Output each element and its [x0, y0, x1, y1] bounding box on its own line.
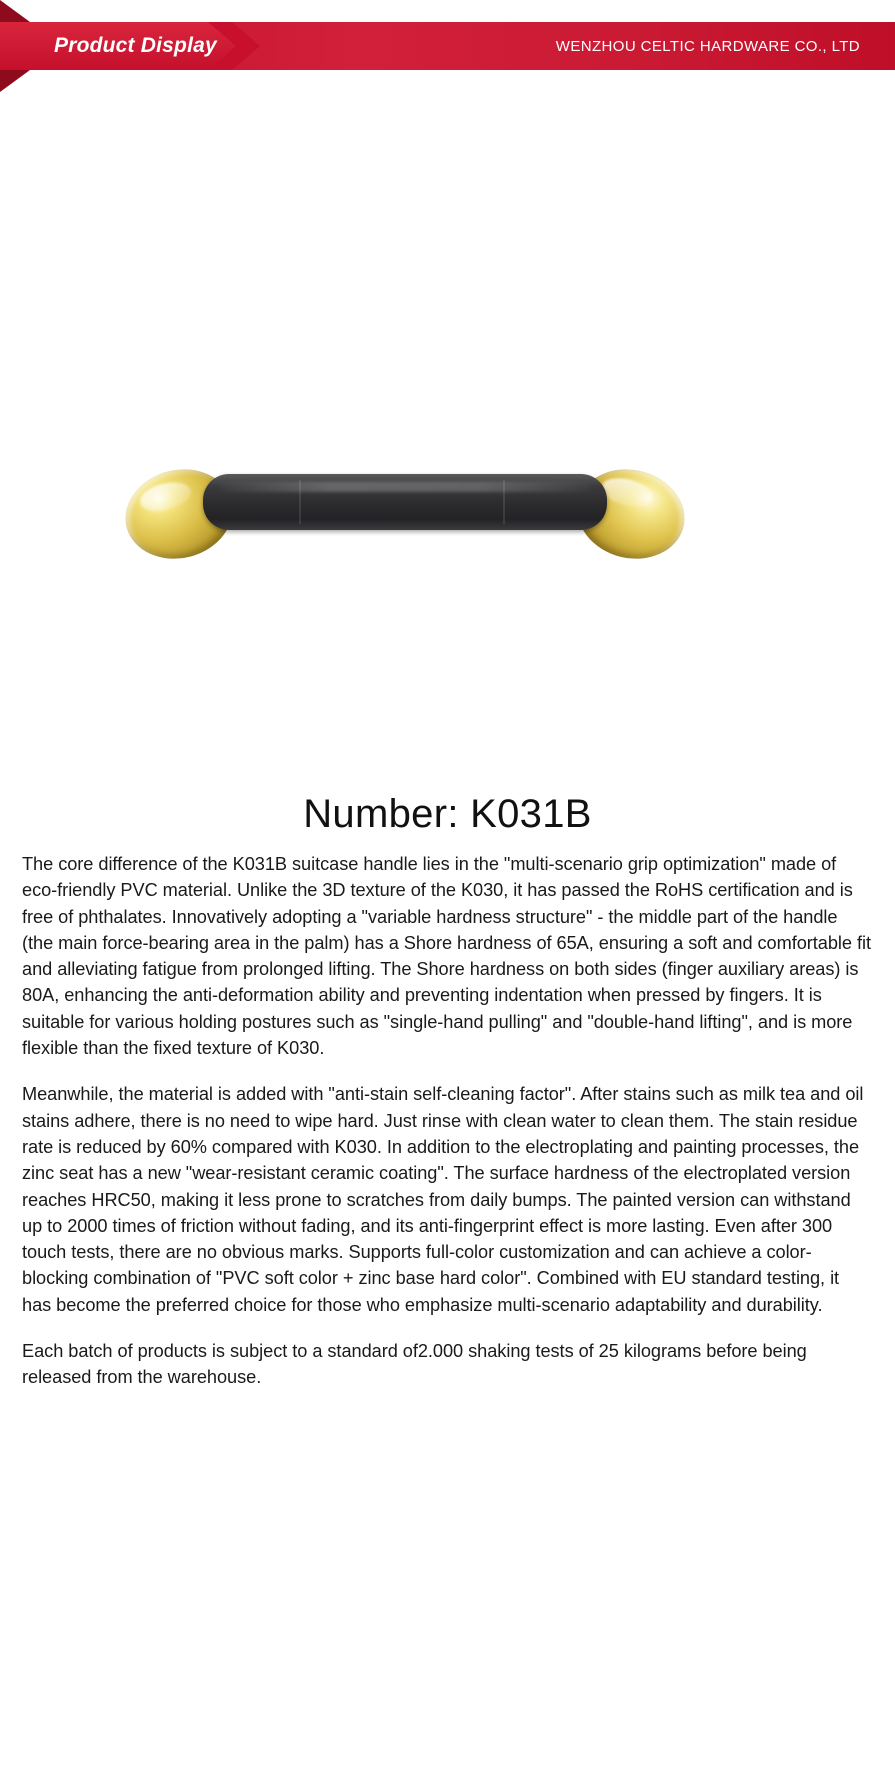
product-image-area — [0, 92, 895, 792]
product-handle-illustration — [125, 392, 685, 492]
ribbon-fold-bottom-icon — [0, 70, 30, 92]
company-name: WENZHOU CELTIC HARDWARE CO., LTD — [555, 37, 860, 55]
page-title: Number: K031B — [303, 792, 592, 836]
handle-left-cap-highlight — [137, 477, 194, 515]
handle-grip-seam — [503, 480, 505, 524]
description-paragraph: Each batch of products is subject to a standard of2.000 shaking tests of 25 kilograms before being released from the warehouse. — [22, 1341, 807, 1388]
description-paragraph: The core difference of the K031B suitcase handle lies in the "multi-scenario grip optimization" made of eco-friendly PVC material. Unlike the 3D texture of the K030, it has passed the RoHS certification and is free of phthalates. Innovatively adopting a "variable hardness structure" - the middle part of the handle (the main force-bearing area in the palm) has a Shore hardness of 65A, ensuring a soft and comfortable fit and alleviating fatigue from prolonged lifting. The Shore hardness on both sides (finger auxiliary areas) is 80A, enhancing the anti-deformation ability and preventing indentation when pressed by fingers. It is suitable for various holding postures such as "single-hand pulling" and "double-hand lifting", and is more flexible than the fixed texture of K030. — [22, 854, 871, 1059]
page-header — [0, 0, 895, 92]
product-description-block — [0, 792, 895, 1391]
handle-grip-seam — [299, 480, 301, 524]
handle-grip-highlight — [219, 482, 591, 492]
section-title: Product Display — [54, 34, 217, 57]
handle-right-cap-highlight — [599, 473, 656, 511]
ribbon-fold-top-icon — [0, 0, 30, 22]
description-paragraph: Meanwhile, the material is added with "anti-stain self-cleaning factor". After stains such as milk tea and oil stains adhere, there is no need to wipe hard. Just rinse with clean water to clean them. The stain residue rate is reduced by 60% compared with K030. In addition to the electroplating and painting processes, the zinc seat has a new "wear-resistant ceramic coating". The surface hardness of the electroplated version reaches HRC50, making it less prone to scratches from daily bumps. The painted version can withstand up to 2000 times of friction without fading, and its anti-fingerprint effect is more lasting. Even after 300 touch tests, there are no obvious marks. Supports full-color customization and can achieve a color-blocking combination of "PVC soft color + zinc base hard color". Combined with EU standard testing, it has become the preferred choice for those who emphasize multi-scenario adaptability and durability. — [22, 1084, 864, 1315]
handle-grip — [203, 474, 607, 530]
